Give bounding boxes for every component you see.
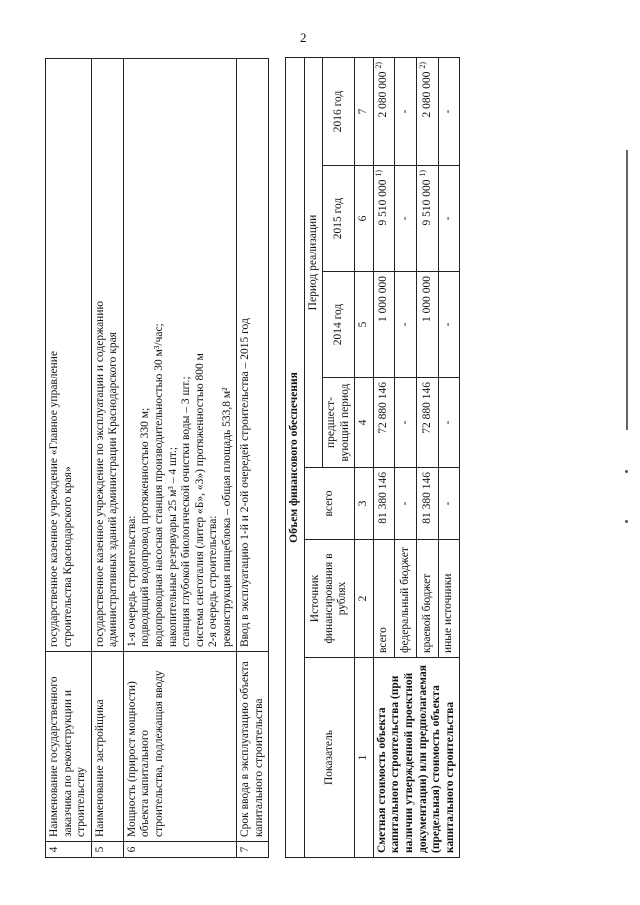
col-number: 3 [355, 468, 374, 540]
finance-table [285, 57, 460, 858]
info-row [237, 59, 269, 858]
col-number: 1 [355, 658, 374, 858]
y2016-cell: 2 080 000 $^{2)}$ [373, 57, 395, 165]
margin-dot [625, 470, 628, 473]
y2015-cell: 9 510 000 $^{1)}$ [373, 166, 395, 272]
row-number: 5 [91, 842, 123, 858]
value-line: система снеготалия (литер «Б», «З») протяженностью 800 м [193, 353, 206, 647]
indicator-cell: Сметная стоимость объекта капитального строительства (при наличии утвержденной проектной документации) или предполагаемая (предельная) стоимость объекта капитального строительства [373, 658, 459, 858]
header-previous: предшест-вующий период [323, 378, 355, 468]
row-label: Наименование застройщика [91, 652, 123, 842]
row-number: 6 [123, 842, 237, 858]
y2014-cell: - [438, 272, 460, 378]
info-row [91, 59, 123, 858]
y2015-cell: - [395, 166, 417, 272]
row-label: Наименование государственного заказчика по реконструкции и строительству [46, 652, 92, 842]
column-numbers-row [355, 57, 374, 857]
header-2014: 2014 год [323, 272, 355, 378]
y2016-cell: - [395, 57, 417, 165]
row-value [91, 59, 123, 652]
y2015-cell: - [438, 166, 460, 272]
value-line: реконструкция пищеблока – общая площадь 533,8 м² [220, 387, 233, 647]
source-cell: краевой бюджет [417, 540, 439, 658]
value-line: административных зданий администрации Краснодарского края [107, 332, 120, 647]
previous-cell: - [438, 378, 460, 468]
previous-cell: 72 880 146 [373, 378, 395, 468]
value-line: накопительные резервуары 25 м³ – 4 шт.; [166, 446, 179, 647]
header-indicator: Показатель [304, 658, 355, 858]
table-row [373, 57, 395, 857]
value-line: 1-я очередь строительства: [125, 515, 138, 647]
info-row [123, 59, 237, 858]
value-line: станция глубокой биологической очистки воды – 3 шт.; [180, 376, 193, 647]
y2015-cell: 9 510 000 $^{1)}$ [417, 166, 439, 272]
total-cell: - [395, 468, 417, 540]
value-line: Ввод в эксплуатацию 1-й и 2-ой очередей строительства – 2015 год [239, 318, 252, 647]
value-line: подводящий водопровод протяженностью 330 м; [139, 407, 152, 647]
value-line: 2-я очередь строительства: [207, 515, 220, 647]
header-total: всего [304, 468, 355, 540]
col-number: 6 [355, 166, 374, 272]
info-table [45, 58, 269, 858]
info-row [46, 59, 92, 858]
y2014-cell: 1 000 000 [417, 272, 439, 378]
margin-dot [625, 520, 628, 523]
value-line: водопроводная насосная станция производительностью 30 м³/час; [152, 323, 165, 647]
row-number: 4 [46, 842, 92, 858]
col-number: 2 [355, 540, 374, 658]
row-value [46, 59, 92, 652]
total-cell: 81 380 146 [373, 468, 395, 540]
previous-cell: 72 880 146 [417, 378, 439, 468]
y2016-cell: 2 080 000 $^{2)}$ [417, 57, 439, 165]
value-line: государственное казенное учреждение по эксплуатации и содержанию [93, 300, 106, 647]
y2014-cell: - [395, 272, 417, 378]
header-2016: 2016 год [323, 57, 355, 165]
row-number: 7 [237, 842, 269, 858]
value-line: строительства Краснодарского края» [61, 466, 74, 647]
total-cell: - [438, 468, 460, 540]
previous-cell: - [395, 378, 417, 468]
finance-title: Объем финансового обеспечения [286, 57, 305, 857]
row-label: Мощность (прирост мощности) объекта капитального строительства, подлежащая вводу [123, 652, 237, 842]
y2016-cell: - [438, 57, 460, 165]
y2014-cell: 1 000 000 [373, 272, 395, 378]
col-number: 4 [355, 378, 374, 468]
header-2015: 2015 год [323, 166, 355, 272]
source-cell: иные источники [438, 540, 460, 658]
margin-line [626, 150, 628, 430]
col-number: 5 [355, 272, 374, 378]
total-cell: 81 380 146 [417, 468, 439, 540]
source-cell: всего [373, 540, 395, 658]
row-value [123, 59, 237, 652]
row-value [237, 59, 269, 652]
rotated-content [45, 58, 620, 858]
header-period: Период реализации [304, 57, 323, 467]
row-label: Срок ввода в эксплуатацию объекта капитального строительства [237, 652, 269, 842]
value-line: государственное казенное учреждение «Главное управление [48, 351, 60, 647]
header-source: Источник финансирования в рублях [304, 540, 355, 658]
page-number: 2 [300, 30, 307, 45]
col-number: 7 [355, 57, 374, 165]
source-cell: федеральный бюджет [395, 540, 417, 658]
